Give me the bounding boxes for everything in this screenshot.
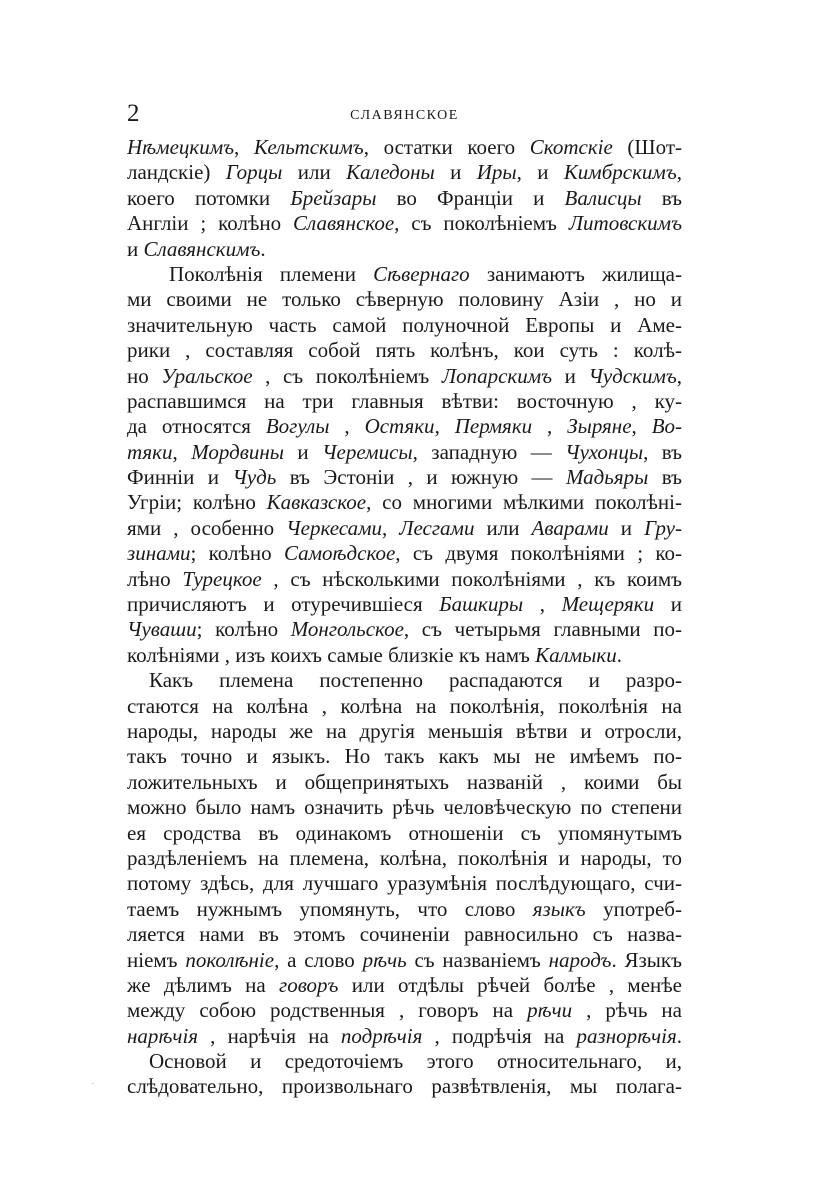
- text-segment: ,: [676, 363, 682, 388]
- text-segment: ея сродства въ одинакомъ отношеніи съ упомянутымъ: [127, 820, 682, 845]
- italic-text-segment: Гру-: [644, 515, 682, 540]
- text-segment: , западную —: [412, 439, 566, 464]
- text-segment: ями , особенно: [127, 515, 287, 540]
- text-segment: или: [474, 515, 532, 540]
- text-segment: занимаютъ жилища-: [469, 261, 682, 286]
- text-segment: ,: [172, 439, 192, 464]
- text-segment: ,: [676, 160, 682, 185]
- text-segment: , въ: [643, 439, 682, 464]
- italic-text-segment: Черкесами: [286, 515, 382, 540]
- text-line: [127, 922, 682, 947]
- text-line: [127, 338, 682, 363]
- text-segment: между собою родственныя , говоръ на: [127, 998, 528, 1023]
- text-segment: Финніи и: [127, 465, 233, 490]
- text-segment: .: [616, 642, 622, 667]
- italic-text-segment: рѣчь: [362, 947, 407, 972]
- text-line: [127, 211, 682, 236]
- text-line: [127, 287, 682, 312]
- text-segment: ложительныхъ и общепринятыхъ названій , коими бы: [127, 769, 682, 794]
- italic-text-segment: Пермяки: [454, 414, 533, 439]
- italic-text-segment: Чуваши: [127, 617, 197, 642]
- text-segment: употреб-: [585, 896, 682, 921]
- italic-text-segment: Мадьяры: [565, 465, 649, 490]
- text-segment: . Языкъ: [611, 947, 682, 972]
- text-line: [127, 567, 682, 592]
- page-header: [127, 98, 682, 138]
- text-segment: Угріи; колѣно: [127, 490, 267, 515]
- text-line: [127, 135, 682, 160]
- italic-text-segment: Кимбрскимъ: [563, 160, 677, 185]
- text-segment: распавшимся на три главныя вѣтви: восточную , ку-: [127, 388, 682, 413]
- text-line: [127, 1024, 682, 1049]
- text-segment: или отдѣлы рѣчей болѣе , менѣе: [338, 972, 682, 997]
- italic-text-segment: языкъ: [532, 896, 586, 921]
- text-segment: таемъ нужнымъ упомянуть, что слово: [127, 896, 533, 921]
- text-line: [127, 719, 682, 744]
- text-line: [127, 846, 682, 871]
- text-segment: такъ точно и языкъ. Но такъ какъ мы не имѣемъ по-: [127, 744, 682, 769]
- italic-text-segment: нарѣчія: [127, 1023, 199, 1048]
- italic-text-segment: Чухонцы: [565, 439, 644, 464]
- text-line: [127, 821, 682, 846]
- italic-text-segment: Мордвины: [191, 439, 284, 464]
- text-segment: или: [282, 160, 347, 185]
- text-segment: , рѣчь на: [572, 998, 682, 1023]
- text-segment: ландскіе): [127, 160, 226, 185]
- text-line: [127, 592, 682, 617]
- text-segment: ,: [532, 414, 568, 439]
- italic-text-segment: Славянское: [293, 211, 395, 236]
- italic-text-segment: Скотскіе: [529, 135, 613, 159]
- text-segment: ми своими не только сѣверную половину Азіи , но и: [127, 287, 682, 312]
- text-segment: ,: [523, 592, 562, 617]
- italic-text-segment: Вогулы: [265, 414, 330, 439]
- text-segment: въ Эстоніи , и южную —: [276, 465, 566, 490]
- text-segment: народы, народы же на другія меньшія вѣтви и отросли,: [127, 718, 682, 743]
- text-line: [127, 160, 682, 185]
- italic-text-segment: зинами: [127, 541, 191, 566]
- italic-text-segment: поколѣніе: [185, 947, 275, 972]
- text-segment: , нарѣчія на: [198, 1023, 341, 1048]
- text-line: [127, 1074, 682, 1099]
- italic-text-segment: Аварами: [531, 515, 609, 540]
- text-segment: ,: [234, 135, 254, 159]
- text-line: [127, 617, 682, 642]
- text-segment: Какъ племена постепенно распадаются и разро-: [149, 668, 682, 693]
- text-segment: ляется нами въ этомъ сочиненіи равносильно съ назва-: [127, 922, 682, 947]
- text-segment: , съ поколѣніемъ: [394, 211, 569, 236]
- text-segment: .: [260, 236, 266, 261]
- text-line: [127, 414, 682, 439]
- text-segment: съ названіемъ: [406, 947, 549, 972]
- text-line: [127, 973, 682, 998]
- italic-text-segment: народъ: [548, 947, 612, 972]
- text-segment: потому здѣсь, для лучшаго уразумѣнія послѣдующаго, счи-: [127, 871, 682, 896]
- text-segment: , подрѣчія на: [422, 1023, 577, 1048]
- italic-text-segment: Сѣвернаго: [373, 261, 470, 286]
- text-segment: и: [284, 439, 323, 464]
- text-segment: ніемъ: [127, 947, 186, 972]
- text-segment: же дѣлимъ на: [127, 972, 279, 997]
- italic-text-segment: Калмыки: [535, 642, 617, 667]
- text-segment: ; колѣно: [196, 617, 291, 642]
- text-segment: во Франціи и: [376, 185, 565, 210]
- paragraph-start-line: [127, 262, 682, 287]
- italic-text-segment: Зыряне: [567, 414, 632, 439]
- italic-text-segment: Остяки: [364, 414, 435, 439]
- text-segment: ,: [381, 515, 400, 540]
- italic-text-segment: Брейзары: [290, 185, 377, 210]
- italic-text-segment: Кельтскимъ: [253, 135, 364, 159]
- text-segment: , съ двумя поколѣніями ; ко-: [395, 541, 682, 566]
- italic-text-segment: Нѣмецкимъ: [127, 135, 235, 159]
- text-segment: стаются на колѣна , колѣна на поколѣнія, поколѣнія на: [127, 693, 682, 718]
- text-segment: и: [608, 515, 645, 540]
- text-segment: колѣніями , изъ коихъ самые близкіе къ намъ: [127, 642, 536, 667]
- text-segment: можно было намъ означить рѣчь человѣческую по степени: [127, 795, 682, 820]
- paragraph-start-line: [127, 1049, 682, 1074]
- text-segment: , съ поколѣніемъ: [252, 363, 442, 388]
- text-segment: причисляютъ и отуречившіеся: [127, 592, 440, 617]
- text-segment: ,: [329, 414, 365, 439]
- italic-text-segment: Иры: [476, 160, 517, 185]
- italic-text-segment: Лесгами: [399, 515, 475, 540]
- body-text: [127, 135, 682, 1100]
- text-segment: да относятся: [127, 414, 266, 439]
- italic-text-segment: Чудь: [232, 465, 277, 490]
- italic-text-segment: разнорѣчія: [576, 1023, 677, 1048]
- italic-text-segment: Кавказское: [266, 490, 367, 515]
- text-line: [127, 744, 682, 769]
- italic-text-segment: Валисцы: [564, 185, 642, 210]
- text-segment: (Шот-: [612, 135, 682, 159]
- stray-mark: .: [92, 1077, 94, 1086]
- text-segment: коего потомки: [127, 185, 291, 210]
- text-segment: въ: [641, 185, 682, 210]
- text-line: [127, 490, 682, 515]
- italic-text-segment: тяки: [127, 439, 173, 464]
- italic-text-segment: Славянскимъ: [143, 236, 261, 261]
- text-line: [127, 643, 682, 668]
- text-line: [127, 541, 682, 566]
- text-segment: ; колѣно: [190, 541, 284, 566]
- text-segment: , а слово: [274, 947, 363, 972]
- italic-text-segment: Литовскимъ: [568, 211, 682, 236]
- text-line: [127, 389, 682, 414]
- text-line: [127, 364, 682, 389]
- italic-text-segment: Башкиры: [439, 592, 524, 617]
- text-segment: , остатки коего: [363, 135, 530, 159]
- text-segment: Основой и средоточіемъ этого относительнаго, и,: [149, 1049, 682, 1074]
- text-line: [127, 465, 682, 490]
- text-line: [127, 186, 682, 211]
- text-segment: лѣно: [127, 566, 183, 591]
- italic-text-segment: Монгольское: [290, 617, 404, 642]
- text-line: [127, 770, 682, 795]
- text-segment: ,: [434, 414, 455, 439]
- italic-text-segment: Чудскимъ: [588, 363, 677, 388]
- italic-text-segment: Каледоны: [346, 160, 435, 185]
- italic-text-segment: рѣчи: [527, 998, 573, 1023]
- text-line: [127, 440, 682, 465]
- text-segment: и: [127, 236, 144, 261]
- italic-text-segment: Турецкое: [182, 566, 262, 591]
- italic-text-segment: Горцы: [225, 160, 283, 185]
- italic-text-segment: Черемисы: [322, 439, 413, 464]
- text-segment: ,: [631, 414, 652, 439]
- text-segment: раздѣленіемъ на племена, колѣна, поколѣнія и народы, то: [127, 845, 682, 870]
- italic-text-segment: Во-: [651, 414, 682, 439]
- text-line: [127, 694, 682, 719]
- text-segment: и: [434, 160, 477, 185]
- italic-text-segment: говоръ: [279, 972, 339, 997]
- paragraph-start-line: [127, 668, 682, 693]
- text-segment: рики , составляя собой пять колѣнъ, кои суть : колѣ-: [127, 338, 682, 363]
- text-segment: и: [654, 592, 682, 617]
- text-segment: , съ нѣсколькими поколѣніями , къ коимъ: [261, 566, 682, 591]
- running-title: СЛАВЯНСКОЕ: [350, 108, 459, 123]
- text-segment: , и: [516, 160, 564, 185]
- text-line: [127, 795, 682, 820]
- text-line: [127, 516, 682, 541]
- text-segment: въ: [648, 465, 682, 490]
- text-line: [127, 313, 682, 338]
- text-segment: значительную часть самой полуночной Европы и Аме-: [127, 312, 682, 337]
- text-line: [127, 871, 682, 896]
- text-line: [127, 897, 682, 922]
- text-segment: и: [552, 363, 589, 388]
- italic-text-segment: Уральское: [161, 363, 253, 388]
- italic-text-segment: Самоѣдское: [283, 541, 396, 566]
- text-segment: Англіи ; колѣно: [127, 211, 294, 236]
- text-segment: .: [676, 1023, 682, 1048]
- text-segment: , со многими мѣлкими поколѣні-: [366, 490, 682, 515]
- italic-text-segment: подрѣчія: [340, 1023, 423, 1048]
- text-segment: но: [127, 363, 162, 388]
- text-segment: слѣдовательно, произвольнаго развѣтвленія, мы полага-: [127, 1074, 682, 1099]
- text-line: [127, 998, 682, 1023]
- page-number: 2: [127, 100, 140, 127]
- text-line: [127, 237, 682, 262]
- text-segment: Поколѣнія племени: [169, 261, 374, 286]
- italic-text-segment: Лопарскимъ: [441, 363, 553, 388]
- italic-text-segment: Мещеряки: [561, 592, 655, 617]
- text-line: [127, 948, 682, 973]
- text-segment: , съ четырьмя главными по-: [403, 617, 682, 642]
